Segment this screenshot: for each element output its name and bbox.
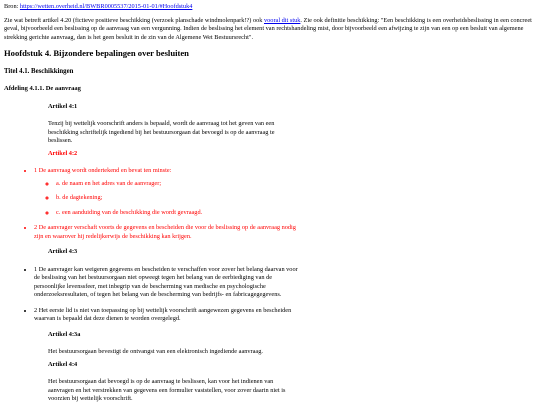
- sublist-item-c: ◦ c. een aanduiding van de beschikking die wordt gevraagd.: [56, 209, 300, 218]
- intro-link[interactable]: vooral dit stuk: [264, 16, 301, 24]
- title-heading: Titel 4.1. Beschikkingen: [4, 67, 74, 75]
- article-4-2-title: Artikel 4:2: [48, 149, 78, 157]
- intro-paragraph: [4, 17, 532, 43]
- article-4-2-member-2: • 2 De aanvrager verschaft voorts de gegevens en bescheiden die voor de beslissing op de aanvraag nodig zijn en waarover hij redelijkerwijs de beschikking kan krijgen.: [34, 224, 300, 241]
- section-heading: Afdeling 4.1.1. De aanvraag: [4, 84, 81, 92]
- article-4-4-title: Artikel 4:4: [48, 360, 78, 368]
- article-4-3a-title: Artikel 4:3a: [48, 330, 81, 338]
- article-4-3a-text: Het bestuursorgaan bevestigt de ontvangst van een elektronisch ingediende aanvraag.: [48, 348, 263, 356]
- article-4-3-member-1: • 1 De aanvrager kan weigeren gegevens en bescheiden te verschaffen voor zover het belang daarvan voor de beslissing van het bestuursorgaan niet opweegt tegen het belang van de eerbiediging van de persoonlijke levenssfeer, met inbegrip van de bescherming van medische en psychologische onderzoeksresultaten, of tegen het belang van de bescherming van bedrijfs- en fabricagegegevens.: [34, 266, 300, 300]
- article-4-3-member-2: • 2 Het eerste lid is niet van toepassing op bij wettelijk voorschrift aangewezen gegevens en bescheiden waarvan is bepaald dat deze dienen te worden overgelegd.: [34, 307, 300, 324]
- article-4-4-text: Het bestuursorgaan dat bevoegd is op de aanvraag te beslissen, kan voor het indienen van aanvragen en het verstrekken van gegevens een formulier vaststellen, voor zover daarin niet is voorzien bij wettelijk voorschrift.: [48, 378, 286, 403]
- article-4-2-members: [4, 167, 300, 241]
- article-4-3-members: [4, 266, 300, 324]
- article-4-1-title: Artikel 4:1: [48, 102, 78, 110]
- sublist-item-b: ◦ b. de dagtekening;: [56, 194, 300, 203]
- source-link[interactable]: https://wetten.overheid.nl/BWBR0005537/2015-01-01/#Hoofdstuk4: [19, 3, 193, 10]
- source-line: [4, 3, 536, 12]
- source-label: Bron:: [4, 3, 19, 10]
- intro-text-after: . Zie ook definitie beschikking: "Een beschikking is een overheidsbeslissing in een concreet geval, bijvoorbeeld een beslissing op de aanvraag van een vergunning. Indien de beslissing het element van rechtshandeling mist, door bijvoorbeeld een afwijzing te zijn van een op een besluit van algemene strekking gerichte aanvraag, dan is het geen besluit in de zin van de Algemene Wet Bestuursrecht".: [4, 16, 532, 41]
- article-4-2-sublist: [34, 180, 300, 218]
- article-4-3-title: Artikel 4:3: [48, 248, 78, 256]
- article-4-1-text: Tenzij bij wettelijk voorschrift anders is bepaald, wordt de aanvraag tot het geven van een beschikking schriftelijk ingediend bij het bestuursorgaan dat bevoegd is op de aanvraag te beslissen.: [48, 120, 275, 145]
- sublist-item-a: ◦ a. de naam en het adres van de aanvrager;: [56, 180, 300, 189]
- intro-text-before: Zie wat betreft artikel 4.20 (fictieve positieve beschikking (verzoek planschade windmolenpark!?) ook: [4, 16, 264, 24]
- article-4-2-member-1-text: 1 De aanvraag wordt ondertekend en bevat ten minste:: [34, 167, 172, 175]
- chapter-heading: Hoofdstuk 4. Bijzondere bepalingen over besluiten: [4, 48, 189, 58]
- article-4-2-member-1: [34, 167, 300, 217]
